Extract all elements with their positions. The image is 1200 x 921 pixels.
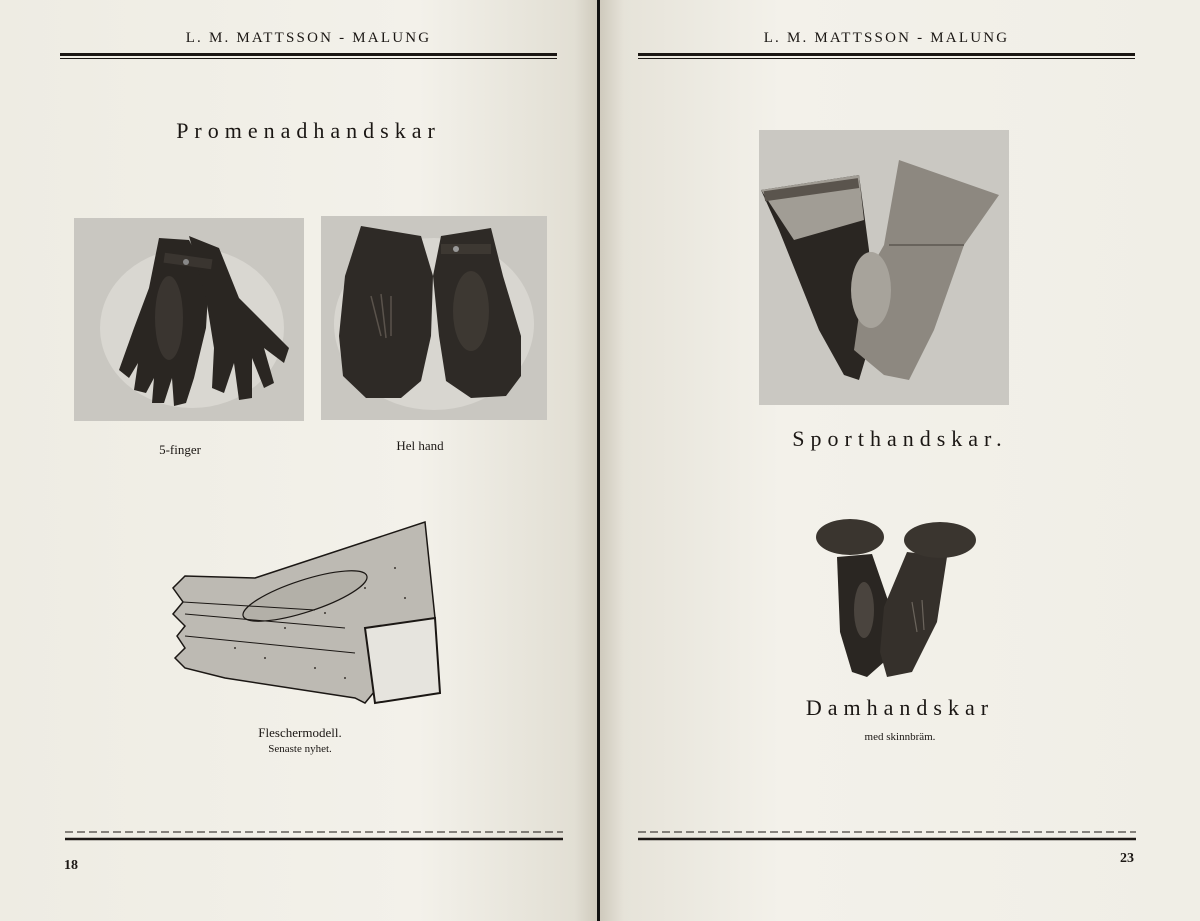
- right-header-rule: [638, 53, 1135, 56]
- newest-caption: Senaste nyhet.: [268, 743, 332, 755]
- right-footer-ornament: [638, 828, 1136, 842]
- fleschermodell-drawing: [165, 518, 455, 713]
- left-header-rule: [60, 53, 557, 56]
- right-header-rule-thin: [638, 58, 1135, 59]
- left-page-title: Promenadhandskar: [176, 118, 441, 143]
- sport-title: Sporthandskar.: [792, 426, 1008, 451]
- right-page: [600, 0, 1200, 921]
- left-page-number: 18: [64, 858, 78, 873]
- five-finger-caption: 5-finger: [159, 442, 201, 457]
- ladies-title: Damhandskar: [805, 695, 995, 720]
- mitten-gloves-photo: [321, 216, 547, 420]
- fleschermodell-caption: Fleschermodell.: [258, 725, 342, 740]
- whole-hand-caption: Hel hand: [396, 438, 444, 453]
- right-page-header: L. M. MATTSSON - MALUNG: [763, 30, 1010, 46]
- five-finger-gloves-photo: [74, 218, 304, 421]
- left-header-rule-thin: [60, 58, 557, 59]
- left-page-header: L. M. MATTSSON - MALUNG: [185, 30, 432, 46]
- ladies-gloves-photo: [812, 512, 977, 682]
- ladies-caption: med skinnbräm.: [864, 731, 936, 743]
- left-page: [0, 0, 598, 921]
- sport-gloves-photo: [759, 130, 1009, 405]
- left-footer-ornament: [65, 828, 563, 842]
- right-page-number: 23: [1120, 851, 1134, 866]
